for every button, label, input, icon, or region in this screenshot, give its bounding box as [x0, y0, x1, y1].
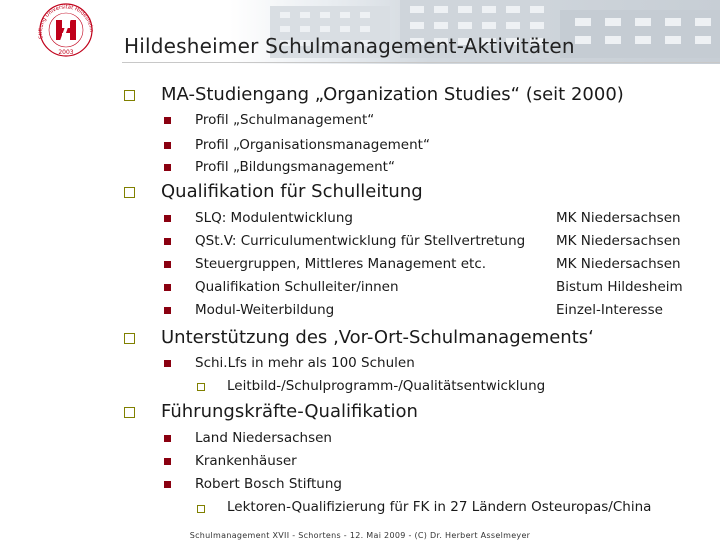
list-item: Schi.Lfs in mehr als 100 Schulen [195, 355, 415, 371]
item-bullet-icon [164, 481, 171, 488]
sub-list-item: Leitbild-/Schulprogramm-/Qualitätsentwicklung [227, 378, 546, 394]
item-bullet-icon [164, 360, 171, 367]
item-bullet-icon [164, 307, 171, 314]
item-bullet-icon [164, 117, 171, 124]
list-item: QSt.V: Curriculumentwicklung für Stellvertretung [195, 233, 526, 249]
title-divider [122, 62, 720, 63]
list-item: SLQ: Modulentwicklung [195, 210, 353, 226]
item-bullet-icon [164, 164, 171, 171]
section-bullet-icon [124, 90, 135, 101]
section-bullet-icon [124, 333, 135, 344]
list-item: Profil „Bildungsmanagement“ [195, 159, 395, 175]
section-heading: Qualifikation für Schulleitung [161, 181, 423, 202]
svg-text:2003: 2003 [58, 49, 74, 56]
section-heading: Unterstützung des ‚Vor-Ort-Schulmanagements‘ [161, 327, 594, 348]
section-heading: MA-Studiengang „Organization Studies“ (seit 2000) [161, 84, 624, 105]
list-item: Krankenhäuser [195, 453, 297, 469]
list-item: Profil „Schulmanagement“ [195, 112, 375, 128]
list-item: Land Niedersachsen [195, 430, 332, 446]
sub-bullet-icon [197, 383, 205, 391]
item-bullet-icon [164, 458, 171, 465]
list-item-sponsor: MK Niedersachsen [556, 210, 681, 226]
section-bullet-icon [124, 407, 135, 418]
item-bullet-icon [164, 215, 171, 222]
item-bullet-icon [164, 284, 171, 291]
item-bullet-icon [164, 435, 171, 442]
item-bullet-icon [164, 238, 171, 245]
item-bullet-icon [164, 142, 171, 149]
list-item-sponsor: MK Niedersachsen [556, 233, 681, 249]
footer-text: Schulmanagement XVII - Schortens - 12. Mai 2009 - (C) Dr. Herbert Asselmeyer [189, 531, 531, 540]
list-item: Modul-Weiterbildung [195, 302, 335, 318]
list-item-sponsor: Bistum Hildesheim [556, 279, 683, 295]
list-item: Robert Bosch Stiftung [195, 476, 342, 492]
list-item: Qualifikation Schulleiter/innen [195, 279, 399, 295]
list-item-sponsor: Einzel-Interesse [556, 302, 663, 318]
item-bullet-icon [164, 261, 171, 268]
list-item: Steuergruppen, Mittleres Management etc. [195, 256, 487, 272]
university-seal-logo [22, 2, 110, 58]
sub-bullet-icon [197, 505, 205, 513]
page-title: Hildesheimer Schulmanagement-Aktivitäten [124, 34, 575, 58]
list-item-sponsor: MK Niedersachsen [556, 256, 681, 272]
section-bullet-icon [124, 187, 135, 198]
sub-list-item: Lektoren-Qualifizierung für FK in 27 Ländern Osteuropas/China [227, 499, 652, 515]
svg-text:Stiftung Universität Hildeshei: Stiftung Universität Hildesheim [37, 4, 95, 40]
list-item: Profil „Organisationsmanagement“ [195, 137, 430, 153]
section-heading: Führungskräfte-Qualifikation [161, 401, 418, 422]
